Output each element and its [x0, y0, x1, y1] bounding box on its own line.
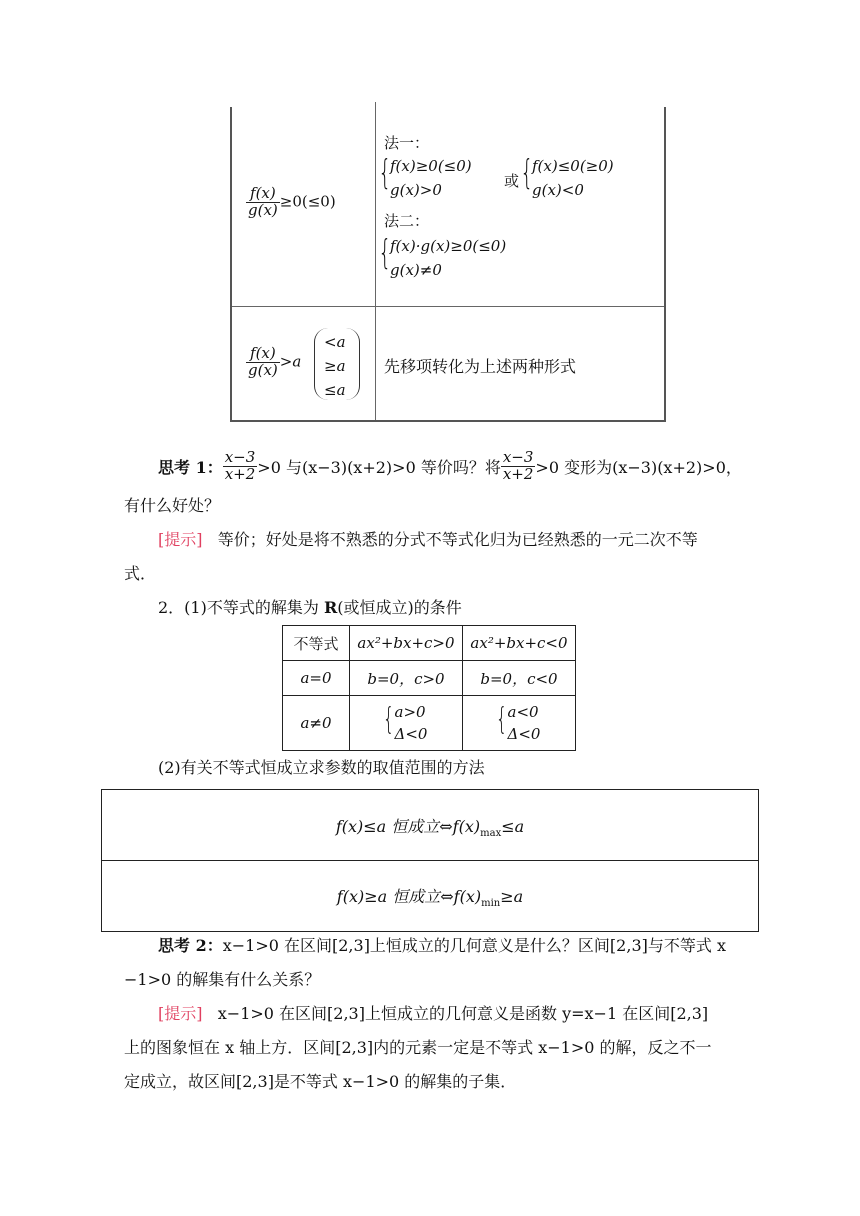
- fraction-denominator: x+2: [502, 464, 534, 483]
- table-header: 不等式: [283, 626, 350, 661]
- box-text: f(x)≤a 恒成立⇔f(x): [335, 817, 481, 836]
- section2-title: [158, 600, 462, 616]
- think1-line1: [158, 448, 742, 485]
- box-text: ≤a: [501, 817, 525, 836]
- transform-note: 先移项转化为上述两种形式: [384, 357, 577, 376]
- fraction-numerator: x−3: [224, 448, 256, 466]
- hint-tag: [提示]: [158, 530, 203, 549]
- table-cell: b=0，c<0: [463, 661, 576, 696]
- subscript-min: min: [481, 898, 501, 910]
- section-title-post: (或恒成立)的条件: [337, 598, 462, 617]
- relation-options: [324, 330, 346, 402]
- subscript-max: max: [480, 828, 502, 840]
- think1-label: 思考 1：: [158, 457, 223, 477]
- condition-table: [282, 625, 576, 751]
- hint2-text: x−1>0 在区间[2,3]上恒成立的几何意义是函数 y=x−1 在区间[2,3]: [217, 1004, 709, 1023]
- table-row: [283, 626, 576, 661]
- table-header: ax²+bx+c<0: [463, 626, 576, 661]
- hint2-line3: 定成立，故区间[2,3]是不等式 x−1>0 的解集的子集．: [124, 1072, 517, 1091]
- hint2-line1: [158, 1006, 708, 1022]
- fraction-denominator: x+2: [224, 464, 256, 483]
- system-line: g(x)≠0: [390, 261, 442, 279]
- system-line: g(x)>0: [390, 181, 442, 199]
- method2-system: { f(x)·g(x)≥0(≤0) g(x)≠0: [382, 234, 506, 282]
- table-row: [283, 696, 576, 751]
- think2-text: x−1>0 在区间[2,3]上恒成立的几何意义是什么？区间[2,3]与不等式 x: [222, 936, 726, 955]
- box-row-max: [102, 814, 758, 839]
- hint1-line2: 式．: [124, 564, 157, 583]
- system-line: a>0: [394, 703, 426, 721]
- fraction-denominator: g(x): [248, 200, 278, 219]
- table-cell: b=0，c>0: [350, 661, 463, 696]
- box-text: ≥a: [500, 887, 524, 906]
- method-box: [101, 789, 759, 932]
- system-line: f(x)·g(x)≥0(≤0): [390, 237, 507, 255]
- box-text: f(x)≥a 恒成立⇔f(x): [336, 887, 482, 906]
- fraction-numerator: x−3: [502, 448, 534, 466]
- think2-line2: −1>0 的解集有什么关系？: [124, 970, 321, 989]
- think1-text-b: >0 变形为(x−3)(x+2)>0，: [535, 457, 742, 477]
- table-cell: a=0: [283, 661, 350, 696]
- hint-tag: [提示]: [158, 1004, 203, 1023]
- or-word: 或: [504, 172, 520, 190]
- fraction-form-2: [246, 346, 301, 379]
- hint1-text: 等价；好处是将不熟悉的分式不等式化归为已经熟悉的一元二次不等: [217, 530, 698, 549]
- fraction-inequality-table: [230, 100, 666, 422]
- fraction-relation: >a: [279, 352, 302, 371]
- table-cell: a≠0: [283, 696, 350, 751]
- method2-label: 法二：: [384, 212, 430, 230]
- option-item: ≥a: [324, 357, 346, 375]
- method1-system-b: { f(x)≤0(≥0) g(x)<0: [524, 154, 614, 202]
- method1-system-a: { f(x)≥0(≤0) g(x)>0: [382, 154, 472, 202]
- hint2-line2: 上的图象恒在 x 轴上方．区间[2,3]内的元素一定是不等式 x−1>0 的解，反之不一: [124, 1038, 712, 1057]
- system-line: Δ<0: [507, 725, 541, 743]
- option-item: ≤a: [324, 381, 346, 399]
- think2-line1: [158, 938, 726, 954]
- fraction-denominator: g(x): [248, 360, 278, 379]
- section2b-title: (2)有关不等式恒成立求参数的取值范围的方法: [158, 758, 485, 777]
- system-line: a<0: [507, 703, 539, 721]
- method1-label: 法一：: [384, 134, 430, 152]
- system-line: Δ<0: [394, 725, 428, 743]
- system-line: g(x)<0: [532, 181, 584, 199]
- fraction-numerator: f(x): [246, 186, 280, 203]
- box-row-min: [102, 884, 758, 909]
- table-header: ax²+bx+c>0: [350, 626, 463, 661]
- think1-text-a: >0 与(x−3)(x+2)>0 等价吗？将: [257, 457, 501, 477]
- fraction-numerator: f(x): [246, 346, 280, 363]
- table-cell: { a>0 Δ<0: [350, 696, 463, 751]
- table-row: [283, 661, 576, 696]
- option-item: <a: [324, 333, 346, 351]
- fraction-form-1: [246, 186, 336, 219]
- reals-symbol: R: [323, 598, 338, 617]
- section-title-pre: 2．(1)不等式的解集为: [158, 598, 324, 617]
- think1-line2: 有什么好处？: [124, 496, 221, 515]
- table-cell: { a<0 Δ<0: [463, 696, 576, 751]
- system-line: f(x)≥0(≤0): [390, 157, 472, 175]
- system-line: f(x)≤0(≥0): [532, 157, 614, 175]
- fraction-relation: ≥0(≤0): [279, 192, 336, 211]
- think2-label: 思考 2：: [158, 936, 223, 955]
- hint1-line1: [158, 532, 698, 548]
